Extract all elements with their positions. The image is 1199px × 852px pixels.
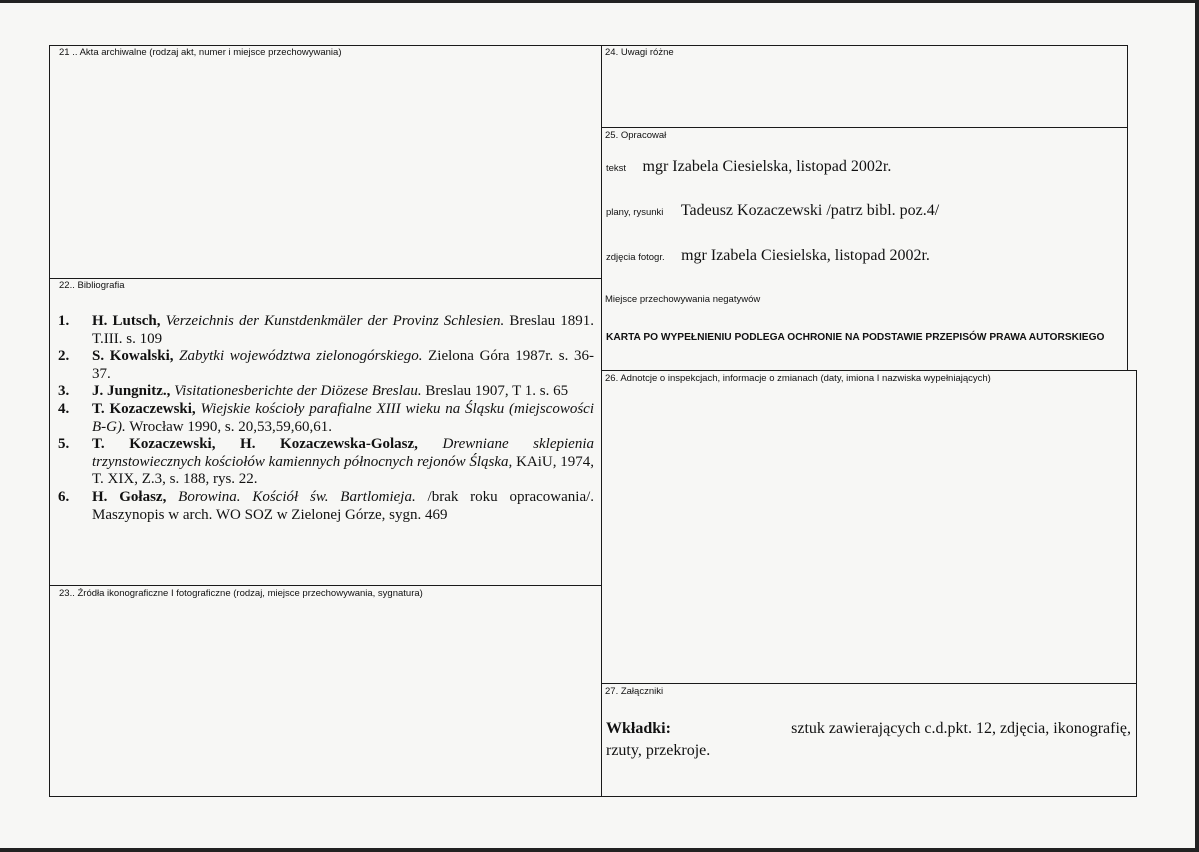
bibliography-list [58, 313, 594, 524]
author-drawings-row [606, 202, 939, 220]
section-23-field[interactable] [50, 602, 600, 794]
bibliography-item-number: 1. [58, 313, 70, 329]
bibliography-title: Wiejskie kościoły parafialne XIII wieku na Śląsku (miejscowości B-G). [92, 400, 595, 435]
bibliography-item [58, 401, 594, 436]
divider-21-22 [49, 278, 602, 279]
author-text-row [606, 158, 891, 176]
section-21-field[interactable] [50, 60, 600, 276]
attachments-content [606, 718, 1131, 762]
author-text-label: tekst [606, 163, 627, 174]
bibliography-title: Borowina. Kościół św. Bartlomieja. [178, 488, 416, 505]
bibliography-author: T. Kozaczewski, [92, 400, 196, 417]
bibliography-title: Zabytki województwa zielonogórskiego. [179, 348, 423, 365]
section-21-label: 21 .. Akta archiwalne (rodzaj akt, numer i miejsce przechowywania) [59, 47, 342, 58]
negatives-location-label: Miejsce przechowywania negatywów [605, 294, 761, 305]
section-22-label: 22.. Bibliografia [59, 280, 125, 291]
attachments-inserts-text: sztuk zawierających c.d.pkt. 12, zdjęcia, ikonografię, [791, 720, 1131, 737]
section-24-field[interactable] [602, 60, 1126, 126]
author-photos-row [606, 247, 930, 265]
section-25-label: 25. Opracował [605, 130, 667, 141]
author-drawings-value: Tadeusz Kozaczewski /patrz bibl. poz.4/ [680, 202, 940, 219]
bibliography-item-number: 4. [58, 400, 70, 417]
section-27-label: 27. Załączniki [605, 686, 664, 697]
bibliography-item-number: 3. [58, 383, 70, 400]
section-26-label: 26. Adnotcje o inspekcjach, informacje o zmianach (daty, imiona I nazwiska wypełniających) [605, 373, 991, 384]
divider-24-25 [601, 127, 1128, 128]
page-edge-right [1195, 0, 1199, 852]
bibliography-details: Zielona Góra 1987r. s. 36-37. [92, 348, 594, 382]
section-26-field[interactable] [602, 386, 1135, 682]
attachments-inserts-label: Wkładki: [606, 720, 671, 737]
author-photos-value: mgr Izabela Ciesielska, listopad 2002r. [681, 247, 930, 264]
form-right-border-lower [1136, 371, 1137, 797]
bibliography-item [58, 489, 594, 524]
divider-26-27 [601, 683, 1137, 684]
author-photos-label: zdjęcia fotogr. [606, 252, 665, 263]
bibliography-item [58, 383, 594, 401]
copyright-notice: KARTA PO WYPEŁNIENIU PODLEGA OCHRONIE NA PODSTAWIE PRZEPISÓW PRAWA AUTORSKIEGO [606, 332, 1105, 343]
bibliography-item-number: 6. [58, 488, 70, 505]
form-top-border [49, 45, 1128, 46]
bibliography-details: Breslau 1907, T 1. s. 65 [425, 383, 569, 400]
bibliography-details: Wrocław 1990, s. 20,53,59,60,61. [129, 418, 332, 435]
bibliography-title: Drewniane sklepienia trzynstowiecznych kościołów kamiennych północnych rejonów Śląska, [92, 436, 594, 470]
bibliography-title: Verzeichnis der Kunstdenkmäler der Provinz Schlesien. [165, 313, 505, 329]
author-text-value: mgr Izabela Ciesielska, listopad 2002r. [642, 158, 892, 175]
bibliography-author: S. Kowalski, [92, 348, 174, 365]
bibliography-item [58, 348, 594, 383]
bibliography-author: J. Jungnitz., [92, 383, 171, 400]
bibliography-item-number: 2. [58, 348, 70, 365]
bibliography-item [58, 313, 594, 348]
section-24-label: 24. Uwagi różne [605, 47, 674, 58]
page-edge-top [0, 0, 1199, 3]
author-drawings-label: plany, rysunki [606, 207, 664, 218]
section-23-label: 23.. Źródła ikonograficzne I fotograficzne (rodzaj, miejsce przechowywania, sygnatura) [59, 588, 423, 599]
page-edge-bottom [0, 848, 1199, 852]
bibliography-item-number: 5. [58, 436, 70, 453]
bibliography-author: H. Gołasz, [92, 488, 167, 505]
bibliography-author: T. Kozaczewski, H. Kozaczewska-Golasz, [92, 436, 418, 453]
divider-25-26 [601, 370, 1137, 371]
bibliography-details: Breslau 1891. T.III. s. 109 [92, 313, 595, 347]
form-right-border-upper [1127, 45, 1128, 371]
bibliography-title: Visitationesberichte der Diözese Breslau. [174, 383, 422, 400]
bibliography-details: /brak roku opracowania/. Maszynopis w arch. WO SOZ w Zielonej Górze, sygn. 469 [92, 488, 595, 523]
attachments-inserts-continuation: rzuty, przekroje. [606, 742, 711, 759]
bibliography-item [58, 436, 594, 489]
bibliography-author: H. Lutsch, [92, 313, 161, 329]
bibliography-details: KAiU, 1974, T. XIX, Z.3, s. 188, rys. 22. [92, 453, 595, 488]
form-bottom-border [49, 796, 1137, 797]
divider-22-23 [49, 585, 602, 586]
